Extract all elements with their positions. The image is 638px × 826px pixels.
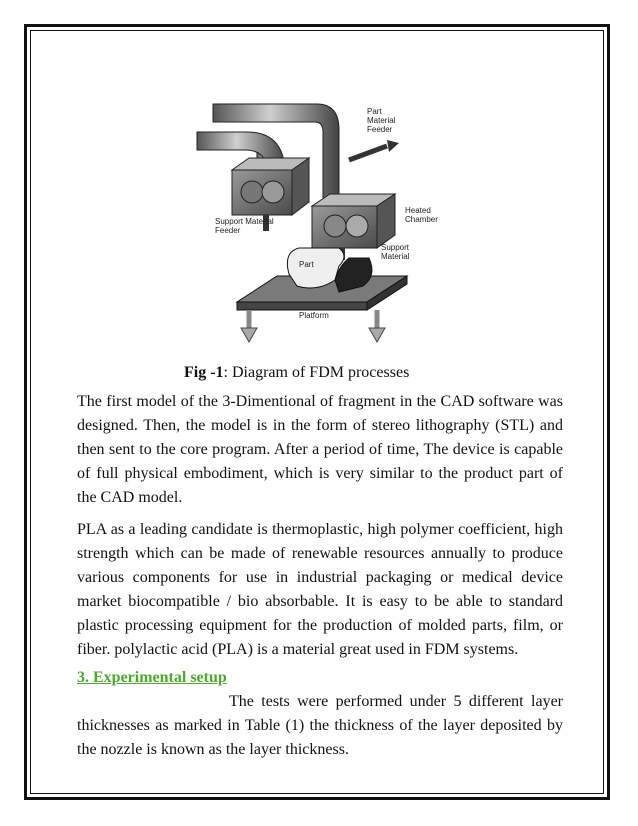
label-heated-chamber-1: Heated [405,206,431,215]
label-support-material-2: Material [381,252,410,261]
label-support-material-feeder-1: Support Material [215,217,274,226]
label-platform: Platform [299,311,329,320]
page-content [77,80,563,762]
label-part-material-feeder-2: Material [367,116,396,125]
section-heading-experimental-setup: 3. Experimental setup [77,669,227,686]
label-part-material-feeder-1: Part [367,107,382,116]
feeder-arrow [349,146,387,160]
figure-caption [77,362,563,384]
figure-caption-text: : Diagram of FDM processes [223,364,410,381]
paragraph-layer-thickness: The tests were performed under 5 different layer thicknesses as marked in Table (1) the thickness of the layer deposited by the nozzle is known as the layer thickness. [77,693,563,758]
label-support-material-1: Support [381,243,410,252]
label-support-material-feeder-2: Feeder [215,226,241,235]
label-part: Part [299,260,314,269]
fdm-diagram [77,80,563,352]
fdm-diagram-svg [77,80,563,352]
label-heated-chamber-2: Chamber [405,215,438,224]
figure-caption-prefix: Fig -1 [184,364,224,381]
paragraph-pla: PLA as a leading candidate is thermoplastic, high polymer coefficient, high strength which can be made of renewable resources annually to produce various components for use in industrial packaging or medical device market biocompatible / bio absorbable. It is easy to be able to standard plastic processing equipment for the production of molded parts, film, or fiber. polylactic acid (PLA) is a material great used in FDM systems. [77,521,563,658]
label-part-material-feeder-3: Feeder [367,125,393,134]
paragraph-cad-model: The first model of the 3-Dimentional of fragment in the CAD software was designed. Then, the model is in the form of stereo lithography (STL) and then sent to the core program. After a period of time, The device is capable of full physical embodiment, which is very similar to the product part of the CAD model. [77,393,563,506]
